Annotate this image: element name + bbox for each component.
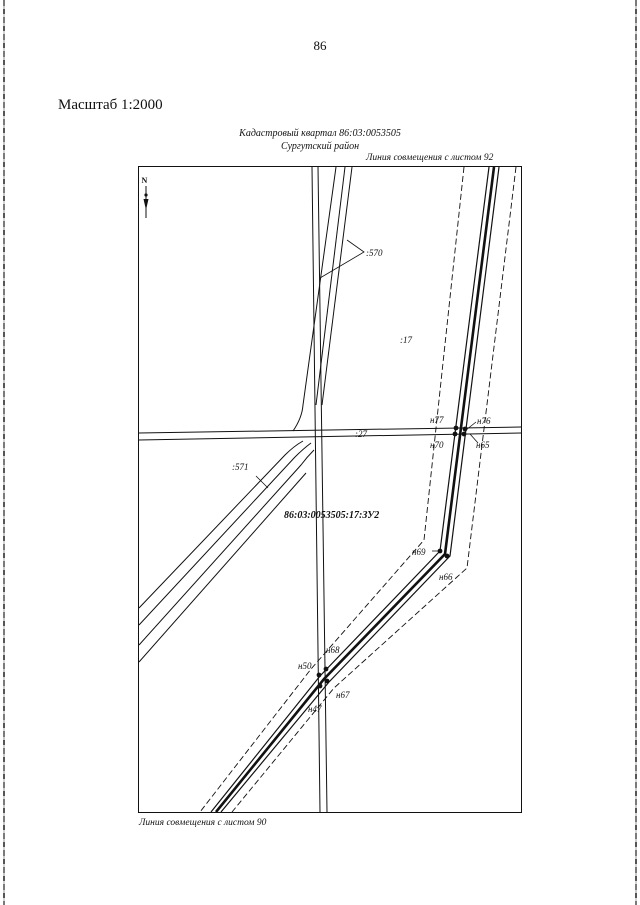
quarter-label-17: :17 bbox=[400, 335, 412, 345]
point-label-n47: н47 bbox=[308, 704, 322, 714]
road-571-a bbox=[139, 441, 303, 608]
point-n69 bbox=[438, 549, 443, 554]
point-label-n70: н70 bbox=[430, 440, 444, 450]
point-n77 bbox=[454, 426, 459, 431]
quarter-label-570: :570 bbox=[366, 248, 383, 258]
point-n76 bbox=[463, 427, 468, 432]
road-571-c bbox=[139, 450, 314, 645]
leader-571 bbox=[256, 476, 268, 488]
point-label-n67: н67 bbox=[336, 690, 350, 700]
road-571-d bbox=[139, 473, 306, 662]
point-label-n66: н66 bbox=[439, 572, 453, 582]
parcel-zu2-right bbox=[221, 167, 499, 812]
match-line-top-label: Линия совмещения с листом 92 bbox=[366, 153, 494, 163]
point-n50 bbox=[317, 673, 322, 678]
leader-n76 bbox=[466, 422, 476, 430]
point-label-n68: н68 bbox=[326, 645, 340, 655]
point-n70 bbox=[453, 432, 458, 437]
north-label: N bbox=[141, 176, 148, 185]
scale-label: Масштаб 1:2000 bbox=[58, 97, 163, 113]
point-label-n76: н76 bbox=[477, 416, 491, 426]
parcel-label: 86:03:0053505:17:ЗУ2 bbox=[284, 510, 380, 521]
point-label-n65: н65 bbox=[476, 440, 490, 450]
point-n47 bbox=[318, 684, 323, 689]
page-number: 86 bbox=[313, 38, 327, 53]
point-label-n50: н50 bbox=[298, 661, 312, 671]
point-label-n77: н77 bbox=[430, 415, 444, 425]
point-n66 bbox=[445, 554, 450, 559]
road-vertical-left bbox=[312, 167, 320, 812]
quarter-label-571: :571 bbox=[232, 462, 249, 472]
point-n68 bbox=[324, 667, 329, 672]
cadastral-quarter-title: Кадастровый квартал 86:03:0053505 bbox=[239, 128, 401, 139]
road-570-c bbox=[322, 167, 352, 405]
road-571-b bbox=[139, 443, 311, 625]
north-arrow-icon bbox=[144, 186, 149, 218]
match-line-bottom-label: Линия совмещения с листом 90 bbox=[139, 818, 267, 828]
point-n67 bbox=[325, 679, 330, 684]
point-n65 bbox=[462, 432, 467, 437]
road-570-b bbox=[316, 167, 345, 405]
district-title: Сургутский район bbox=[280, 141, 360, 152]
parcel-zu2-thick bbox=[216, 167, 494, 812]
boundary-dashed-left bbox=[200, 167, 464, 812]
point-label-n69: н69 bbox=[412, 547, 426, 557]
quarter-label-27: :27 bbox=[355, 429, 367, 439]
